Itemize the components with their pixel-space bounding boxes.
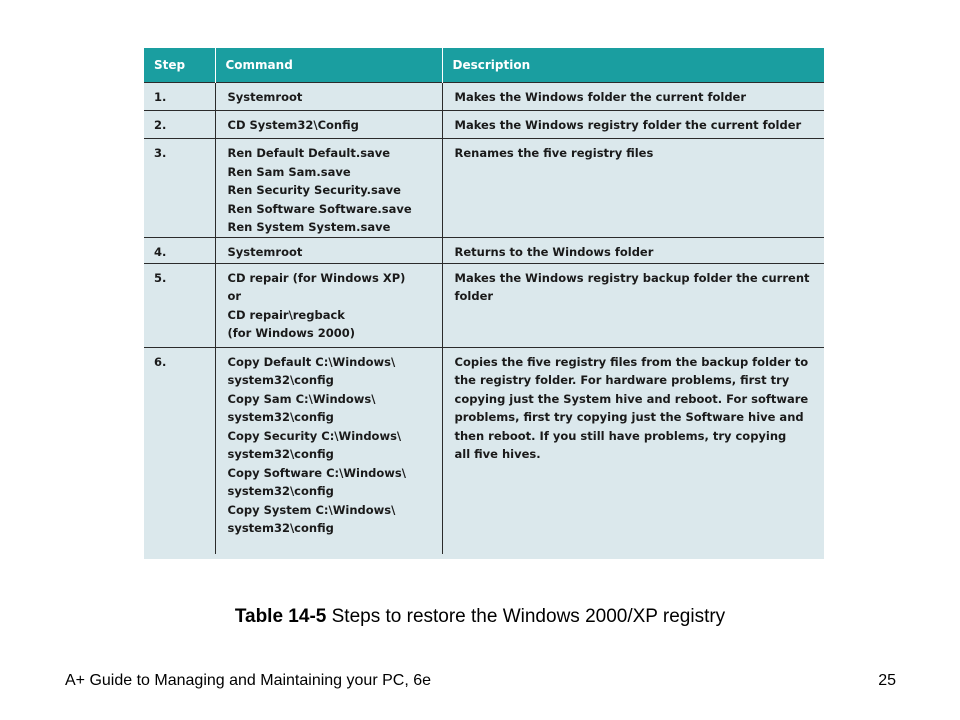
command-cell: Ren Default Default.save Ren Sam Sam.save Ren Security Security.save Ren Software Software.save Ren System System.save — [215, 139, 442, 238]
registry-steps-table-panel — [144, 48, 824, 559]
description-cell: Returns to the Windows folder — [442, 237, 824, 263]
header-step: Step — [144, 48, 215, 83]
step-number: 6. — [144, 347, 215, 554]
description-cell: Makes the Windows registry backup folder the current folder — [442, 263, 824, 347]
step-number: 2. — [144, 111, 215, 139]
table-row — [144, 347, 824, 554]
header-description: Description — [442, 48, 824, 83]
command-cell: Systemroot — [215, 237, 442, 263]
table-row — [144, 111, 824, 139]
command-cell: CD System32\Config — [215, 111, 442, 139]
table-row — [144, 139, 824, 238]
table-row — [144, 263, 824, 347]
description-cell: Copies the five registry files from the backup folder to the registry folder. For hardware problems, first try copying just the System hive and reboot. For software problems, first try copying just the Software hive and then reboot. If you still have problems, try copying all five hives. — [442, 347, 824, 554]
table-row — [144, 83, 824, 111]
table-header-row — [144, 48, 824, 83]
footer-book-title: A+ Guide to Managing and Maintaining your PC, 6e — [65, 672, 432, 689]
caption-text: Steps to restore the Windows 2000/XP registry — [326, 606, 726, 627]
description-cell: Renames the five registry files — [442, 139, 824, 238]
caption-label: Table 14-5 — [234, 606, 327, 627]
command-cell: Copy Default C:\Windows\ system32\config Copy Sam C:\Windows\ system32\config Copy Security C:\Windows\ system32\config Copy Software C:\Windows\ system32\config Copy System C:\Windows\ system32\config — [215, 347, 442, 554]
command-cell: CD repair (for Windows XP) or CD repair\regback (for Windows 2000) — [215, 263, 442, 347]
table-caption — [0, 606, 960, 628]
step-number: 3. — [144, 139, 215, 238]
command-cell: Systemroot — [215, 83, 442, 111]
step-number: 5. — [144, 263, 215, 347]
step-number: 4. — [144, 237, 215, 263]
header-command: Command — [215, 48, 442, 83]
description-cell: Makes the Windows registry folder the current folder — [442, 111, 824, 139]
step-number: 1. — [144, 83, 215, 111]
footer-page-number: 25 — [878, 672, 896, 689]
table-row — [144, 237, 824, 263]
registry-steps-table — [144, 48, 824, 554]
description-cell: Makes the Windows folder the current folder — [442, 83, 824, 111]
